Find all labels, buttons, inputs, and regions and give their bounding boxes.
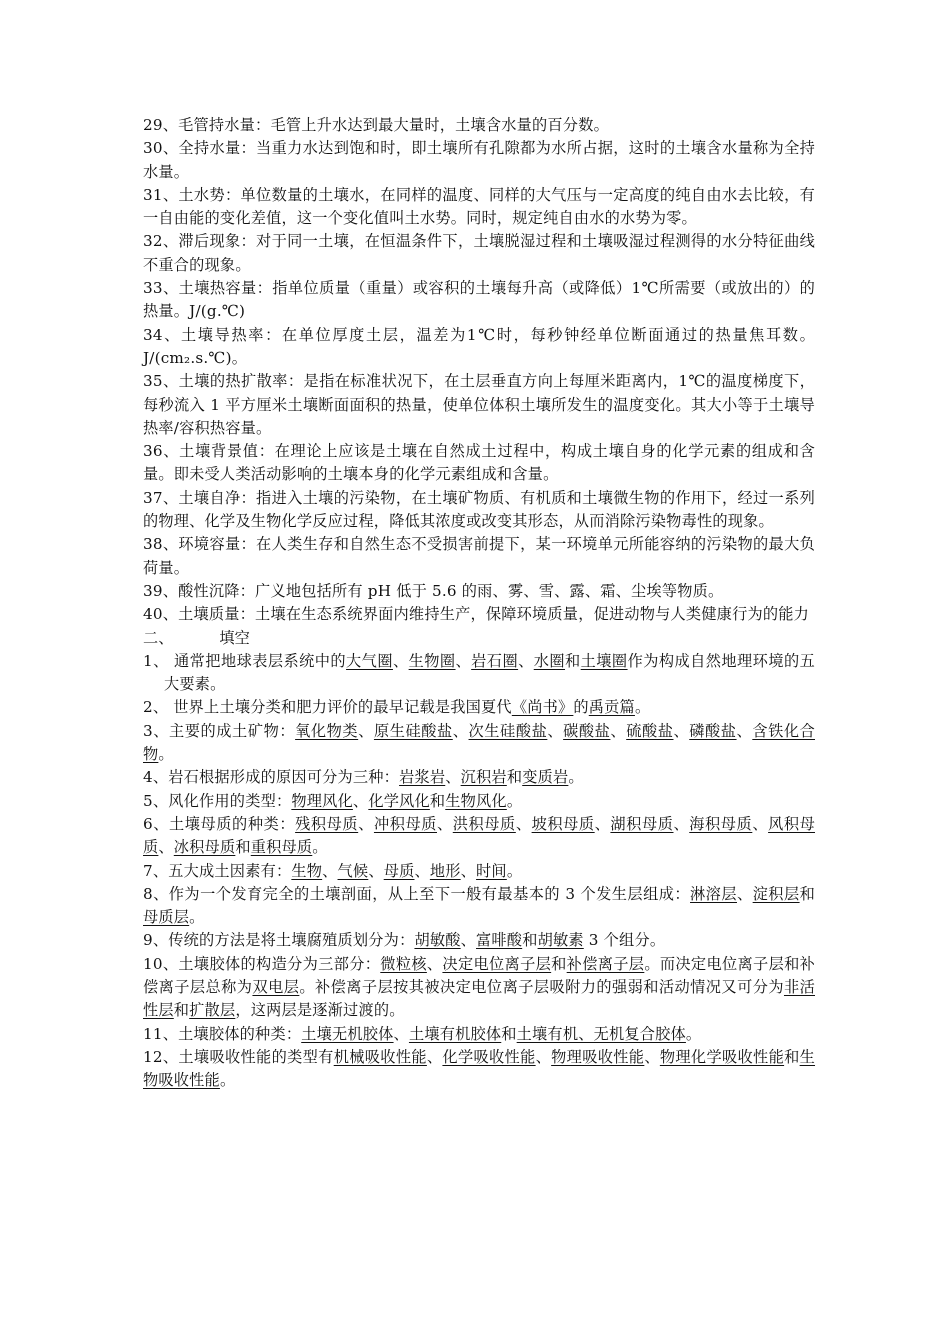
question-text: 、 — [452, 721, 469, 740]
item-text: 环境容量：在人类生存和自然生态不受损害前提下，某一环境单元所能容纳的污染物的最大负荷量。 — [143, 535, 815, 577]
item-text: 土壤背景值：在理论上应该是土壤在自然成土过程中，构成土壤自身的化学元素的组成和含量。即未受人类活动影响的土壤本身的化学元素组成和含量。 — [143, 442, 815, 484]
question-text: 、 — [535, 1047, 552, 1066]
question-text: 、 — [392, 651, 409, 670]
answer-text: 生物吸收性能 — [143, 1047, 816, 1090]
question-text: 7、五大成土因素有： — [143, 861, 292, 880]
answer-text: 重积母质 — [250, 838, 313, 857]
question-text: 、 — [393, 1024, 409, 1043]
question-text: 、 — [752, 814, 769, 833]
question-text: 、 — [518, 651, 534, 670]
answer-text: 机械吸收性能 — [333, 1047, 427, 1066]
fill-in-item — [143, 860, 815, 883]
definition-item — [143, 230, 815, 277]
answer-text: 次生硅酸盐 — [468, 721, 548, 740]
definition-item — [143, 370, 815, 440]
question-text: 和 — [506, 768, 523, 787]
answer-text: 双电层 — [252, 977, 300, 996]
answer-text: 物理吸收性能 — [551, 1047, 645, 1066]
item-number: 29、 — [143, 116, 179, 134]
item-text: 酸性沉降：广义地包括所有 pH 低于 5.6 的雨、雾、雪、露、霜、尘埃等物质。 — [178, 581, 724, 600]
answer-text: 岩浆岩 — [399, 768, 446, 787]
question-text: 。 — [506, 791, 523, 810]
question-text: 、 — [352, 791, 369, 810]
question-text: 作为构成自然地理环境的五大要素。 — [164, 651, 815, 694]
question-text: 1、 通常把地球表层系统中的 — [143, 651, 347, 670]
fill-in-item — [143, 1023, 815, 1046]
question-text: 、 — [426, 954, 443, 973]
fill-in-item — [143, 790, 815, 813]
question-text: 、 — [610, 721, 627, 740]
item-number: 36、 — [143, 442, 180, 461]
question-text: 、 — [358, 814, 374, 833]
question-text: 、 — [547, 721, 564, 740]
question-text: 8、作为一个发育完全的土壤剖面，从上至下一般有最基本的 3 个发生层组成： — [143, 884, 691, 903]
question-text: 10、土壤胶体的构造分为三部分： — [143, 954, 381, 973]
definition-item — [143, 184, 815, 231]
question-text: 、 — [460, 931, 477, 950]
item-number: 40、 — [143, 605, 179, 624]
answer-text: 扩散层 — [189, 1001, 236, 1020]
answer-text: 胡敏酸 — [414, 931, 461, 950]
question-text: 、 — [414, 861, 430, 880]
question-text: 和 — [565, 651, 581, 670]
answer-text: 冲积母质 — [373, 814, 437, 833]
question-text: 和 — [522, 931, 538, 950]
answer-text: 变质岩 — [522, 768, 569, 787]
answer-text: 生物圈 — [408, 651, 456, 670]
question-text: 和 — [784, 1047, 800, 1066]
definition-item — [143, 137, 815, 184]
definition-item — [143, 580, 815, 603]
item-text: 土壤导热率：在单位厚度土层，温差为1℃时，每秒钟经单位断面通过的热量焦耳数。J/(cm₂.s.℃)。 — [143, 325, 815, 367]
definitions-list — [143, 114, 815, 627]
item-text: 滞后现象：对于同一土壤，在恒温条件下，土壤脱湿过程和土壤吸湿过程测得的水分特征曲线不重合的现象。 — [143, 232, 815, 274]
answer-text: 岩石圈 — [471, 651, 519, 670]
definition-item — [143, 533, 815, 580]
answer-text: 大气圈 — [346, 651, 393, 670]
fill-in-item — [143, 953, 815, 1023]
answer-text: 磷酸盐 — [689, 721, 737, 740]
definition-item — [143, 487, 815, 534]
question-text: 和 — [173, 1001, 190, 1020]
answer-text: 土壤有机胶体 — [408, 1024, 502, 1043]
answer-text: 微粒核 — [380, 954, 427, 973]
question-text: 和 — [799, 884, 815, 903]
question-text: 、 — [673, 721, 690, 740]
item-text: 毛管持水量：毛管上升水达到最大量时，土壤含水量的百分数。 — [178, 116, 609, 134]
answer-text: 《尚书》 — [511, 698, 574, 717]
answer-text: 湖积母质 — [610, 814, 674, 833]
question-text: 。 — [568, 768, 584, 787]
fill-in-item — [143, 720, 815, 767]
answer-text: 碳酸盐 — [563, 721, 611, 740]
answer-text: 地形 — [429, 861, 461, 880]
question-text: 。 — [685, 1024, 702, 1043]
question-text: 、 — [158, 838, 174, 857]
question-text: 、 — [437, 814, 453, 833]
question-text: 和 — [551, 954, 567, 973]
answer-text: 补偿离子层 — [566, 954, 645, 973]
question-text: 和 — [429, 791, 446, 810]
answer-text: 含铁化合物 — [143, 721, 815, 764]
question-text: 。 — [312, 838, 328, 857]
item-number: 30、 — [143, 139, 179, 158]
question-text: 、 — [426, 1047, 443, 1066]
answer-text: 冰积母质 — [173, 838, 236, 857]
answer-text: 残积母质 — [295, 814, 359, 833]
question-text: 6、土壤母质的种类： — [143, 814, 296, 833]
question-text: 、 — [322, 861, 338, 880]
fill-in-item — [143, 766, 815, 789]
question-text: 12、土壤吸收性能的类型有 — [143, 1047, 334, 1066]
answer-text: 母质 — [383, 861, 415, 880]
item-text: 土壤自净：指进入土壤的污染物，在土壤矿物质、有机质和土壤微生物的作用下，经过一系列的物理、化学及生物化学反应过程，降低其浓度或改变其形态，从而消除污染物毒性的现象。 — [143, 488, 815, 531]
answer-text: 淀积层 — [752, 884, 800, 903]
item-number: 39、 — [143, 581, 179, 600]
question-text: 、 — [460, 861, 477, 880]
question-text: 。 — [506, 861, 523, 880]
question-text: 、 — [445, 768, 461, 787]
answer-text: 原生硅酸盐 — [373, 721, 453, 740]
question-text: 3 个组分。 — [583, 931, 666, 950]
answer-text: 气候 — [337, 861, 369, 880]
question-text: 。 — [158, 745, 174, 764]
definition-item — [143, 603, 815, 626]
answer-text: 硫酸盐 — [626, 721, 674, 740]
item-text: 土壤的热扩散率：是指在标准状况下，在土层垂直方向上每厘米距离内，1℃的温度梯度下，每秒流入 1 平方厘米土壤断面面积的热量，使单位体积土壤所发生的温度变化。其大小等于土壤导热率/容积热容量。 — [143, 372, 815, 437]
question-text: 、 — [358, 721, 374, 740]
question-text: 4、岩石根据形成的原因可分为三种： — [143, 768, 400, 787]
fill-in-item — [143, 696, 815, 719]
answer-text: 非活性层 — [143, 977, 815, 1020]
definition-item — [143, 114, 815, 137]
question-text: 9、传统的方法是将土壤腐殖质划分为： — [143, 931, 415, 950]
answer-text: 水圈 — [533, 651, 566, 670]
question-text: 、 — [736, 721, 753, 740]
answer-text: 生物风化 — [445, 791, 507, 810]
item-number: 31、 — [143, 185, 179, 204]
answer-text: 决定电位离子层 — [442, 954, 552, 973]
question-text: 、 — [455, 651, 472, 670]
answer-text: 淋溶层 — [690, 884, 737, 903]
item-text: 土水势：单位数量的土壤水，在同样的温度、同样的大气压与一定高度的纯自由水去比较，有一自由能的变化差值，这一个变化值叫土水势。同时，规定纯自由水的水势为零。 — [143, 185, 815, 228]
answer-text: 胡敏素 — [537, 931, 584, 950]
fill-in-item — [143, 1046, 815, 1093]
item-text: 土壤质量：土壤在生态系统界面内维持生产，保障环境质量，促进动物与人类健康行为的能力 — [178, 605, 810, 624]
answer-text: 风积母质 — [143, 814, 815, 857]
item-number: 34、 — [143, 325, 181, 344]
question-text: 2、 世界上土壤分类和肥力评价的最早记载是我国夏代 — [143, 698, 512, 717]
question-text: 、 — [594, 814, 611, 833]
item-number: 32、 — [143, 232, 179, 251]
question-text: 11、土壤胶体的种类： — [143, 1024, 302, 1043]
item-number: 37、 — [143, 488, 179, 507]
question-text: 、 — [515, 814, 532, 833]
definition-item — [143, 440, 815, 487]
answer-text: 物理化学吸收性能 — [659, 1047, 785, 1066]
item-text: 全持水量：当重力水达到饱和时，即土壤所有孔隙都为水所占据，这时的土壤含水量称为全持水量。 — [143, 139, 815, 181]
definition-item — [143, 277, 815, 324]
fill-in-item — [143, 650, 815, 697]
answer-text: 土壤有机、无机复合胶体 — [516, 1024, 686, 1043]
question-text: 、 — [368, 861, 384, 880]
answer-text: 化学吸收性能 — [442, 1047, 536, 1066]
item-number: 33、 — [143, 279, 179, 298]
section-number: 二、 — [143, 628, 174, 647]
answer-text: 海积母质 — [689, 814, 753, 833]
item-number: 38、 — [143, 535, 179, 554]
fill-in-item — [143, 813, 815, 860]
item-text: 土壤热容量：指单位质量（重量）或容积的土壤每升高（或降低）1℃所需要（或放出的）的热量。J/(g.℃) — [143, 279, 815, 321]
fill-in-item — [143, 929, 815, 952]
question-text: 和 — [235, 838, 251, 857]
question-text: 。 — [634, 698, 651, 717]
question-text: 、 — [736, 884, 753, 903]
question-text: 。 — [219, 1071, 236, 1090]
answer-text: 富啡酸 — [476, 931, 523, 950]
question-text: 3、主要的成土矿物： — [143, 721, 296, 740]
section-heading — [143, 627, 815, 650]
question-text: ，这两层是逐渐过渡的。 — [235, 1001, 405, 1020]
question-text: 、 — [644, 1047, 660, 1066]
answer-text: 氧化物类 — [295, 721, 359, 740]
question-text: 。补偿离子层按其被决定电位离子层吸附力的强弱和活动情况又可分为 — [299, 977, 784, 996]
answer-text: 时间 — [476, 861, 507, 880]
section-title: 填空 — [219, 628, 250, 647]
question-text: 。 — [189, 908, 205, 927]
question-text: 5、风化作用的类型： — [143, 791, 292, 810]
answer-text: 生物 — [291, 861, 323, 880]
question-text: 、 — [673, 814, 690, 833]
answer-text: 坡积母质 — [531, 814, 595, 833]
answer-text: 禹贡篇 — [588, 698, 635, 717]
answer-text: 沉积岩 — [460, 768, 507, 787]
fill-in-list — [143, 650, 815, 1093]
question-text: 和 — [501, 1024, 517, 1043]
answer-text: 土壤无机胶体 — [301, 1024, 394, 1043]
fill-in-item — [143, 883, 815, 930]
question-text: 。而决定电位离子层和补偿离子层总称为 — [143, 954, 816, 996]
item-number: 35、 — [143, 372, 179, 391]
answer-text: 母质层 — [143, 908, 190, 927]
definition-item — [143, 324, 815, 371]
answer-text: 化学风化 — [368, 791, 430, 810]
document-page — [143, 114, 815, 1092]
answer-text: 洪积母质 — [452, 814, 516, 833]
question-text: 的 — [573, 698, 589, 717]
answer-text: 土壤圈 — [580, 651, 628, 670]
answer-text: 物理风化 — [291, 791, 353, 810]
